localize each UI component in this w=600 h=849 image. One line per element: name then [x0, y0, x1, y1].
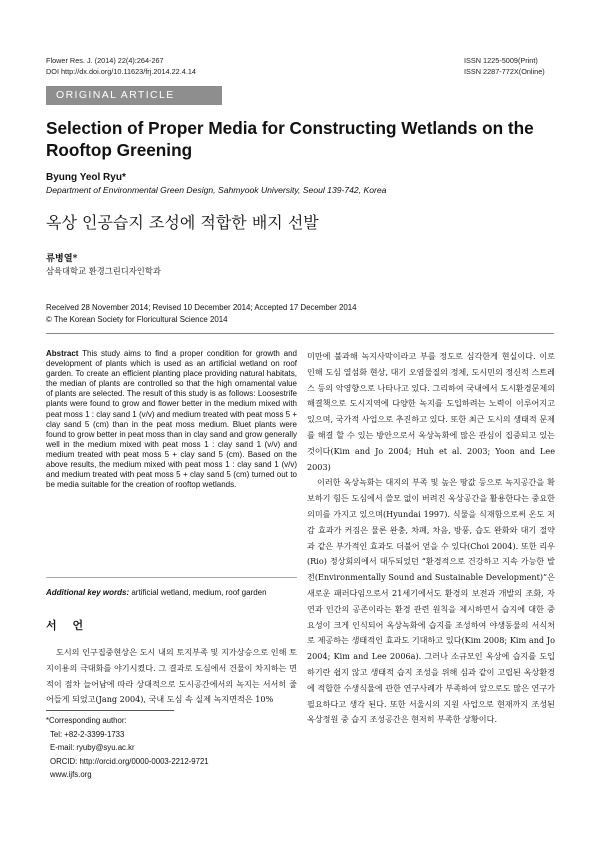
correspondence-block: [46, 714, 209, 782]
received-dates: Received 28 November 2014; Revised 10 December 2014; Accepted 17 December 2014: [46, 303, 357, 312]
abstract-divider: [46, 577, 297, 578]
journal-citation: Flower Res. J. (2014) 22(4):264-267: [46, 56, 164, 65]
doi-link[interactable]: DOI http://dx.doi.org/10.11623/frj.2014.22.4.14: [46, 66, 196, 76]
abstract-text: This study aims to find a proper condition for growth and development of plants which is used as an artificial wetland on roof garden. To create an efficient planting place providing natural habitats, the median of plants are controlled so that the high ornamental value of plants are selected. The result of this study is as follows: Loosestrife plants were found to grow and flower better in the medium mixed with peat moss 1 : clay sand 1 (v/v) and medium treated with peat moss 5 + clay sand 5 (cm) than in the peat moss medium. Bluet plants were found to grow better in peat moss than in clay sand and grow generally well in the medium mixed with peat moss 1 : clay sand 1 (v/v) and medium treated with peat moss 5 + clay sand 5 (cm). Based on the above results, the medium mixed with peat moss 1 : clay sand 1 (v/v) and medium treated with peat moss 5 + clay sand 5 (cm) turned out to be media suitable for the creation of rooftop wetlands.: [46, 349, 298, 490]
paper-title: Selection of Proper Media for Constructing Wetlands on the Rooftop Greening: [46, 118, 534, 160]
issn-print: ISSN 1225-5009(Print): [464, 56, 538, 65]
section-title-introduction: 서 언: [46, 619, 90, 632]
article-type-badge: ORIGINAL ARTICLE: [46, 86, 222, 105]
keywords: [46, 588, 297, 598]
right-column: [307, 349, 555, 728]
intro-paragraph-left: 도시의 인구집중현상은 도시 내의 토지부족 및 지가상승으로 인해 토지이용의 극대화를 야기시켰다. 그 결과로 도심에서 건물이 차지하는 면적이 점차 늘어남에 따라 상대적으로 도시공간에서의 녹지는 서서히 줄어들게 되었고(Jang 2004), 국내 도심 속 실제 녹지면적은 10%: [46, 647, 297, 705]
journal-website[interactable]: www.ijfs.org: [50, 770, 92, 780]
journal-header: [46, 56, 196, 77]
corresponding-tel: Tel: +82-2-3399-1733: [50, 729, 125, 739]
issn-online: ISSN 2287-772X(Online): [464, 66, 545, 76]
corresponding-orcid[interactable]: ORCID: http://orcid.org/0000-0003-2212-9721: [50, 756, 209, 766]
author-name: Byung Yeol Ryu*: [46, 172, 126, 183]
abstract: [46, 349, 297, 490]
keywords-label: Additional key words:: [46, 588, 130, 597]
footnote-divider: [46, 710, 174, 711]
dates-block: [46, 302, 357, 326]
korean-author: 류병열*: [46, 253, 78, 264]
author-affiliation: Department of Environmental Green Design, Sahmyook University, Seoul 139-742, Korea: [46, 185, 387, 195]
header-divider: [46, 333, 554, 334]
abstract-label: Abstract: [46, 349, 79, 358]
korean-affiliation: 삼육대학교 환경그린디자인학과: [46, 266, 161, 276]
corresponding-label: *Corresponding author:: [46, 716, 127, 725]
corresponding-email[interactable]: E-mail: ryuby@syu.ac.kr: [50, 743, 135, 753]
keywords-text: artificial wetland, medium, roof garden: [131, 588, 267, 597]
intro-paragraph-right-1: 미만에 불과해 녹지사막이라고 부를 정도로 심각한게 현실이다. 이로 인해 도심 열섬화 현상, 대기 오염물질의 정체, 도시민의 정신적 스트레스 등의 악영향으로 나타나고 있다. 그리하여 국내에서 도시환경문제의 해결책으로 도시지역에 다양한 녹지를 도입하려는 노력이 이루어지고 있으며, 국가적 사업으로 추진하고 있다. 또한 최근 도시의 생태적 문제를 해결 할 수 있는 방안으로서 옥상녹화에 많은 관심이 집중되고 있는 것이다(Kim and Jo 2004; Huh et al. 2003; Yoon and Lee 2003): [307, 351, 555, 472]
copyright-line: © The Korean Society for Floricultural Science 2014: [46, 315, 228, 324]
korean-title: 옥상 인공습지 조성에 적합한 배지 선발: [46, 213, 319, 232]
issn-block: [464, 56, 545, 77]
intro-paragraph-right-2: 이러한 옥상녹화는 대지의 부족 및 높은 땅값 등으로 녹지공간을 확보하기 힘든 도심에서 쓸모 없이 버려진 옥상공간을 활용한다는 중요한 의미를 가지고 있으며(Hyundai 1997). 식물을 식재함으로써 온도 저감 효과가 커짐은 물론 완충, 차폐, 차음, 방풍, 습도 완화와 대기 절약과 같은 부가적인 효과도 더불어 얻을 수 있다(Choi 2004). 또한 리우(Rio) 정상회의에서 대두되었던 “환경적으로 건강하고 지속 가능한 발전(Environmentally Sound and Sustainable Development)”은 새로운 패러다임으로서 21세기에서도 환경의 보전과 개발의 조화, 자연과 인간의 공존이라는 환경 관련 원칙을 제시하면서 습지에 대한 중요성이 크게 인식되어 옥상녹화에 습지를 조성하여 야생동물의 서식처로 제공하는 생태적인 효과도 기대하고 있다(Kim 2008; Kim and Jo 2004; Kim and Lee 2006a). 그러나 소규모인 옥상에 습지를 도입하기란 쉽지 않고 생태적 습지 조성을 위해 심과 같이 고립된 옥상환경에 적합한 수생식물에 관한 연구사례가 부족하여 앞으로도 많은 연구가 필요하다고 생각 된다. 또한 서울시의 지원 사업으로 현재까지 조성된 옥상정원 중 습지 조성공간은 현저히 부족한 상황이다.: [307, 477, 555, 725]
